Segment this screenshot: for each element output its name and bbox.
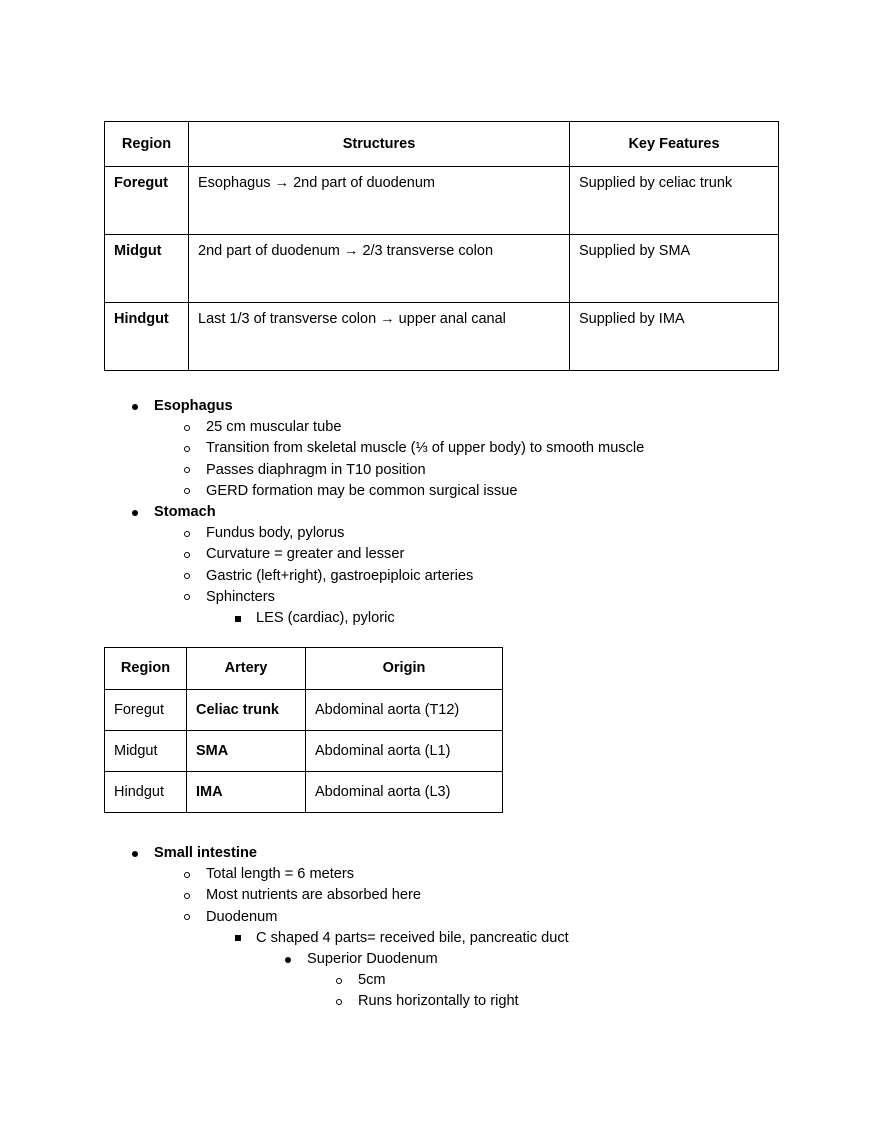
table-row bbox=[105, 235, 779, 303]
column-header-origin: Origin bbox=[306, 648, 503, 690]
outline-item bbox=[0, 587, 644, 608]
outline-level2-list bbox=[0, 864, 569, 1012]
cell-region: Foregut bbox=[105, 167, 189, 235]
bullet-circle-icon bbox=[180, 907, 194, 928]
cell-region: Midgut bbox=[105, 731, 187, 772]
outline-sublist-wrapper bbox=[0, 523, 644, 629]
bullet-square-icon bbox=[231, 928, 245, 949]
outline-level3-list bbox=[0, 928, 569, 1013]
cell-origin: Abdominal aorta (L1) bbox=[306, 731, 503, 772]
bullet-square-icon bbox=[231, 608, 245, 629]
table-row bbox=[105, 167, 779, 235]
outline-text: 25 cm muscular tube bbox=[206, 419, 342, 436]
bullet-disc-icon bbox=[281, 949, 295, 970]
outline-text: Sphincters bbox=[206, 588, 275, 605]
table-header-row bbox=[105, 648, 503, 690]
outline-item bbox=[0, 608, 644, 629]
outline-sublist-wrapper bbox=[0, 864, 569, 1012]
outline-text: LES (cardiac), pyloric bbox=[256, 610, 395, 627]
outline-item bbox=[0, 907, 569, 928]
bullet-circle-icon bbox=[332, 991, 346, 1012]
outline-text: Gastric (left+right), gastroepiploic arteries bbox=[206, 567, 474, 584]
outline-sublist-wrapper bbox=[0, 928, 569, 1013]
outline-sublist-wrapper bbox=[0, 608, 644, 629]
column-header-structures: Structures bbox=[189, 122, 570, 167]
column-header-region: Region bbox=[105, 648, 187, 690]
cell-key-features: Supplied by celiac trunk bbox=[570, 167, 779, 235]
outline-heading-small-intestine: Small intestine bbox=[154, 845, 257, 861]
outline-heading-stomach: Stomach bbox=[154, 504, 216, 521]
bullet-circle-icon bbox=[180, 481, 194, 502]
outline-text: Total length = 6 meters bbox=[206, 866, 355, 883]
outline-sublist-wrapper bbox=[0, 970, 569, 1012]
cell-artery: IMA bbox=[187, 772, 306, 813]
small-intestine-outline bbox=[0, 843, 569, 1013]
bullet-disc-icon bbox=[128, 502, 142, 523]
outline-item bbox=[0, 417, 644, 438]
outline-text: Passes diaphragm in T10 position bbox=[206, 461, 426, 478]
bullet-disc-icon bbox=[128, 843, 142, 864]
cell-artery: SMA bbox=[187, 731, 306, 772]
outline-item bbox=[0, 481, 644, 502]
outline-text: Runs horizontally to right bbox=[358, 993, 519, 1010]
gut-regions-table-head bbox=[105, 122, 779, 167]
cell-structures: Esophagus → 2nd part of duodenum bbox=[189, 167, 570, 235]
outline-item-esophagus bbox=[0, 396, 644, 417]
outline-item bbox=[0, 970, 569, 991]
table-row bbox=[105, 772, 503, 813]
table-header-row bbox=[105, 122, 779, 167]
cell-structures: 2nd part of duodenum → 2/3 transverse colon bbox=[189, 235, 570, 303]
bullet-disc-icon bbox=[128, 396, 142, 417]
outline-item-stomach bbox=[0, 502, 644, 523]
outline-text: C shaped 4 parts= received bile, pancreatic duct bbox=[256, 929, 569, 946]
bullet-circle-icon bbox=[180, 864, 194, 885]
outline-heading-esophagus: Esophagus bbox=[154, 398, 233, 414]
outline-item bbox=[0, 864, 569, 885]
arterial-supply-table bbox=[104, 647, 503, 813]
gut-regions-table-body bbox=[105, 167, 779, 371]
cell-region: Midgut bbox=[105, 235, 189, 303]
outline-item bbox=[0, 544, 644, 565]
outline-text: Fundus body, pylorus bbox=[206, 525, 345, 542]
cell-region: Foregut bbox=[105, 690, 187, 731]
bullet-circle-icon bbox=[180, 544, 194, 565]
upper-gi-outline bbox=[0, 396, 644, 629]
bullet-circle-icon bbox=[180, 417, 194, 438]
column-header-key-features: Key Features bbox=[570, 122, 779, 167]
outline-level3-list bbox=[0, 608, 644, 629]
outline-item bbox=[0, 523, 644, 544]
outline-text: Duodenum bbox=[206, 908, 278, 925]
table-row bbox=[105, 690, 503, 731]
bullet-circle-icon bbox=[332, 970, 346, 991]
column-header-artery: Artery bbox=[187, 648, 306, 690]
table-row bbox=[105, 731, 503, 772]
outline-text: Most nutrients are absorbed here bbox=[206, 887, 421, 904]
outline-level2-list bbox=[0, 523, 644, 629]
outline-level1-list bbox=[0, 843, 569, 1013]
outline-item bbox=[0, 438, 644, 459]
outline-text: 5cm bbox=[358, 972, 386, 989]
bullet-circle-icon bbox=[180, 885, 194, 906]
cell-structures: Last 1/3 of transverse colon → upper anal canal bbox=[189, 303, 570, 371]
outline-level2-list bbox=[0, 417, 644, 502]
outline-level4-list bbox=[0, 949, 569, 1013]
outline-item bbox=[0, 460, 644, 481]
bullet-circle-icon bbox=[180, 438, 194, 459]
outline-item bbox=[0, 991, 569, 1012]
outline-text: GERD formation may be common surgical issue bbox=[206, 482, 518, 499]
bullet-circle-icon bbox=[180, 523, 194, 544]
outline-sublist-wrapper bbox=[0, 949, 569, 1013]
cell-origin: Abdominal aorta (L3) bbox=[306, 772, 503, 813]
bullet-circle-icon bbox=[180, 587, 194, 608]
cell-artery: Celiac trunk bbox=[187, 690, 306, 731]
cell-key-features: Supplied by IMA bbox=[570, 303, 779, 371]
column-header-region: Region bbox=[105, 122, 189, 167]
gut-regions-table bbox=[104, 121, 779, 371]
outline-item bbox=[0, 885, 569, 906]
arterial-supply-table-body bbox=[105, 690, 503, 813]
outline-level5-list bbox=[0, 970, 569, 1012]
outline-item-small-intestine bbox=[0, 843, 569, 864]
outline-item bbox=[0, 566, 644, 587]
bullet-circle-icon bbox=[180, 566, 194, 587]
cell-key-features: Supplied by SMA bbox=[570, 235, 779, 303]
arterial-supply-table-head bbox=[105, 648, 503, 690]
cell-region: Hindgut bbox=[105, 303, 189, 371]
cell-region: Hindgut bbox=[105, 772, 187, 813]
cell-origin: Abdominal aorta (T12) bbox=[306, 690, 503, 731]
bullet-circle-icon bbox=[180, 460, 194, 481]
outline-text: Curvature = greater and lesser bbox=[206, 546, 405, 563]
outline-item-superior-duodenum bbox=[0, 949, 569, 970]
outline-text: Superior Duodenum bbox=[307, 951, 438, 968]
outline-level1-list bbox=[0, 396, 644, 629]
outline-sublist-wrapper bbox=[0, 417, 644, 502]
table-row bbox=[105, 303, 779, 371]
outline-item bbox=[0, 928, 569, 949]
outline-text: Transition from skeletal muscle (⅓ of upper body) to smooth muscle bbox=[206, 440, 645, 457]
